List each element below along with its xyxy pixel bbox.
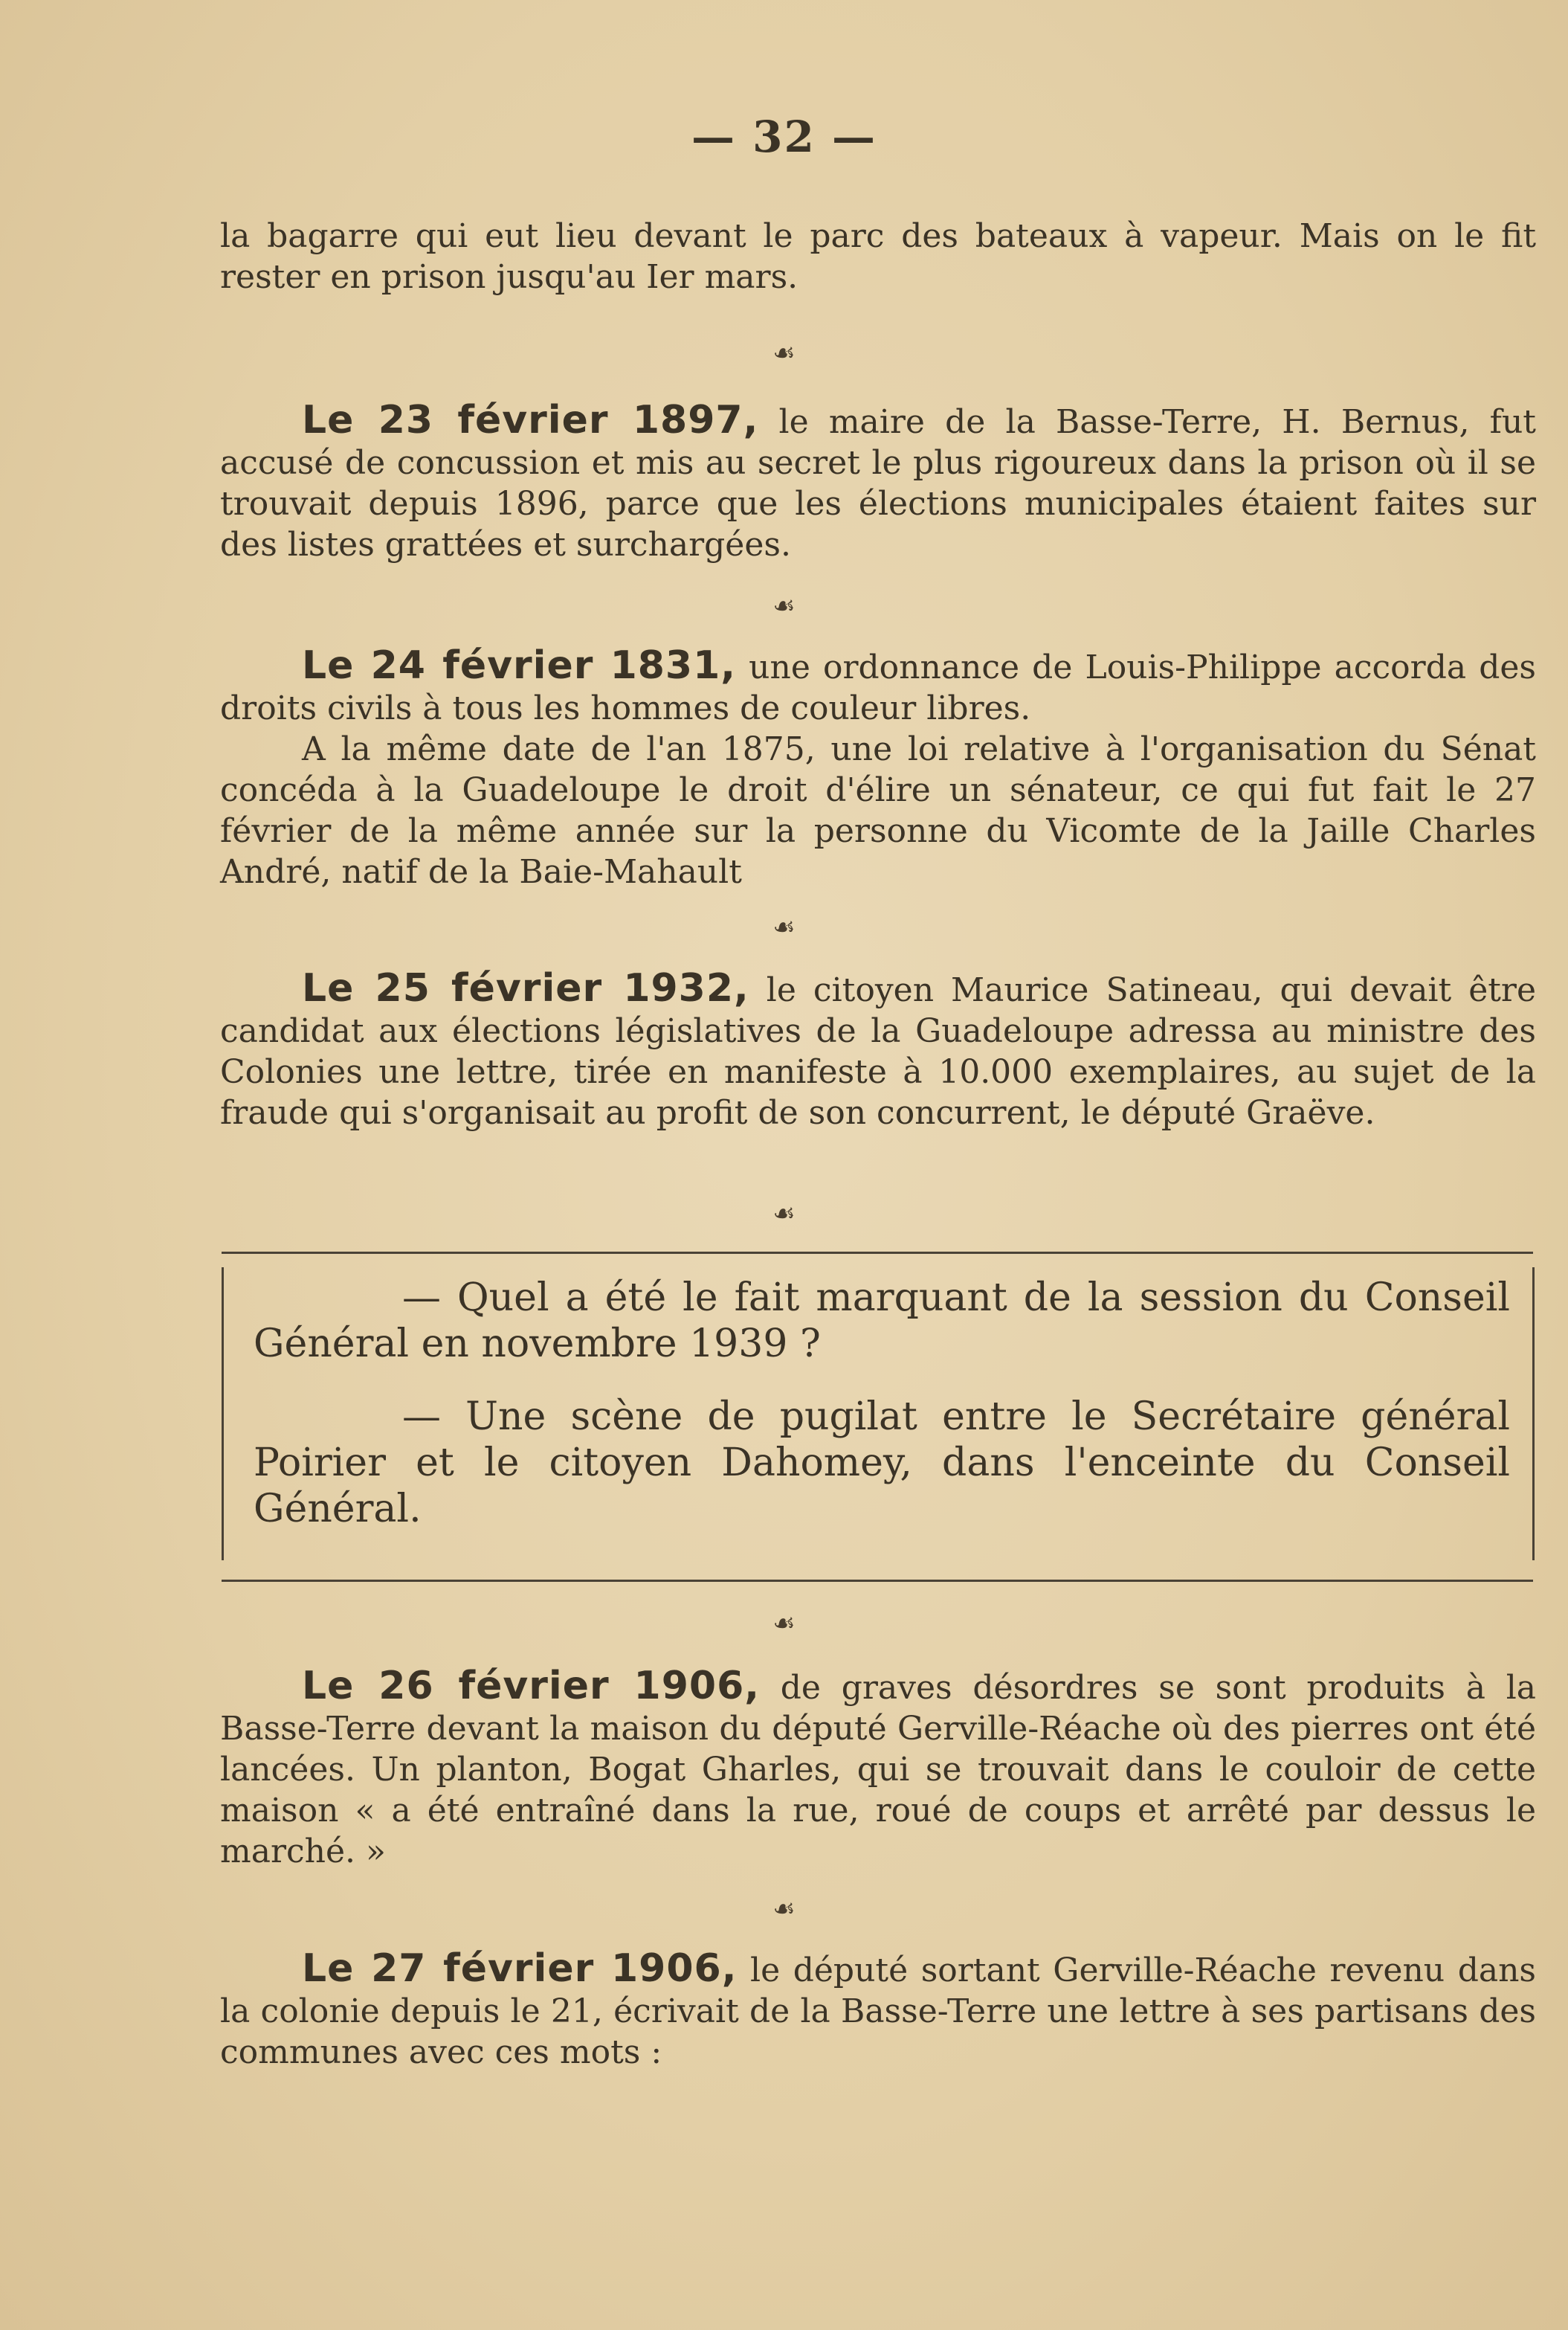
entry-text: le citoyen Maurice Satineau, qui devait être candidat aux élections législatives de la Guadeloupe adressa au ministre des Colonies une lettre, tirée en manifeste à 10.000 exemplaires, au sujet de la fraude qui s'organisait au profit de son concurrent, le député Graëve. [220, 971, 1536, 1132]
entry-1906-26 [220, 1666, 1536, 1872]
entry-text: de graves désordres se sont produits à la Basse-Terre devant la maison du député Gerville-Réache où des pierres ont été lancées. Un planton, Bogat Gharles, qui se trouvait dans le couloir de cette maison « a été entraîné dans la rue, roué de coups et arrêté par dessus le marché. » [220, 1669, 1536, 1870]
page-number: — 32 — [691, 112, 877, 162]
entry-text: le député sortant Gerville-Réache revenu dans la colonie depuis le 21, écrivait de la Basse-Terre une lettre à ses partisans des communes avec ces mots : [220, 1951, 1537, 2071]
section-ornament-icon: ☙ [772, 1894, 796, 1924]
entry-date-heading: Le 25 février 1932, [302, 966, 749, 1011]
entry-date-heading: Le 24 février 1831, [302, 643, 737, 688]
section-ornament-icon: ☙ [772, 1199, 796, 1229]
section-ornament-icon: ☙ [772, 591, 796, 621]
entry-1906-27 [220, 1948, 1536, 2073]
entry-date-heading: Le 23 février 1897, [302, 398, 759, 442]
entry-1831 [220, 643, 1536, 729]
entry-1875: A la même date de l'an 1875, une loi relative à l'organisation du Sénat concéda à la Guadeloupe le droit d'élire un sénateur, ce qui fut fait le 27 février de la même année sur la personne du Vicomte de la Jaille Charles André, natif de la Baie-Mahault [220, 730, 1536, 891]
box-question: — Quel a été le fait marquant de la session du Conseil Général en novembre 1939 ? [254, 1275, 1510, 1366]
box-answer: — Une scène de pugilat entre le Secrétaire général Poirier et le citoyen Dahomey, dans l'enceinte du Conseil Général. [254, 1394, 1510, 1531]
entry-date-heading: Le 26 février 1906, [302, 1664, 761, 1708]
section-ornament-icon: ☙ [772, 338, 796, 368]
paragraph-continuation: la bagarre qui eut lieu devant le parc des bateaux à vapeur. Mais on le fit rester en prison jusqu'au Ier mars. [220, 217, 1536, 296]
section-ornament-icon: ☙ [772, 1609, 796, 1638]
section-ornament-icon: ☙ [772, 913, 796, 942]
question-answer-box [222, 1252, 1533, 1582]
entry-date-heading: Le 27 février 1906, [302, 1946, 738, 1991]
entry-text: le maire de la Basse-Terre, H. Bernus, fut accusé de concussion et mis au secret le plus rigoureux dans la prison où il se trouvait depuis 1896, parce que les élections municipales étaient faites sur des listes grattées et surchargées. [220, 403, 1536, 564]
entry-1932 [220, 968, 1536, 1133]
entry-text: une ordonnance de Louis-Philippe accorda des droits civils à tous les hommes de couleur libres. [220, 649, 1536, 727]
box-frame [222, 1267, 1535, 1560]
entry-1897 [220, 400, 1536, 565]
